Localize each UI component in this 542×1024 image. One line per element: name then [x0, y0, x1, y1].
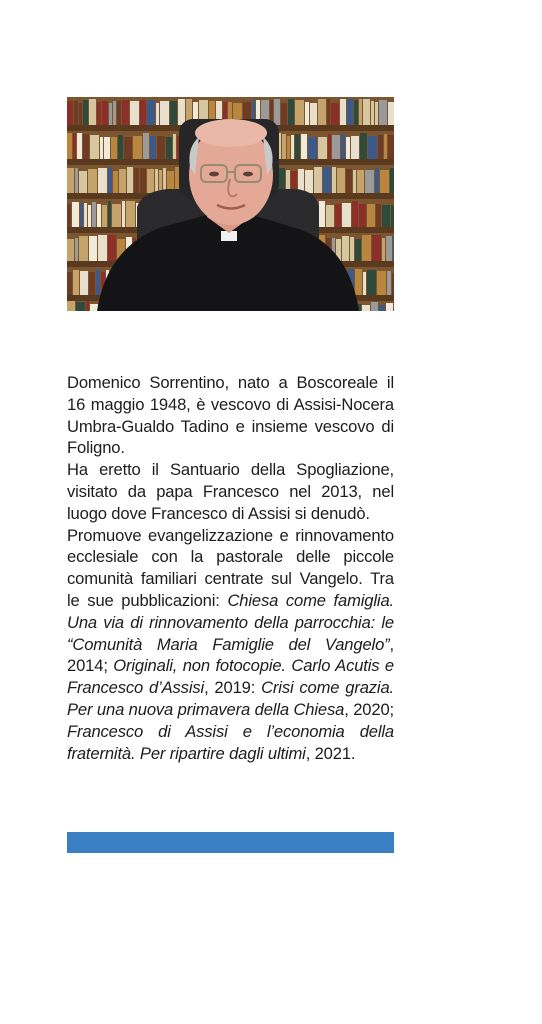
- book-spine: [355, 239, 361, 261]
- book-spine: [346, 169, 352, 193]
- book-spine: [108, 201, 111, 227]
- book-spine: [118, 135, 123, 159]
- book-spine: [386, 236, 392, 261]
- book-spine: [337, 168, 345, 193]
- book-spine: [332, 135, 340, 159]
- book-spine: [342, 236, 349, 261]
- bio-paragraph-3-intro: Promuove evangelizzazione e rinnovamento ecclesiale con la pastorale delle piccole comunità familiari centrate sul Vangelo. Tra le sue pubblicazioni:: [67, 525, 394, 610]
- book-spine: [67, 133, 72, 159]
- book-spine: [377, 271, 386, 295]
- author-photo: [67, 97, 394, 311]
- book-spine: [368, 136, 377, 159]
- book-spine: [150, 136, 156, 159]
- book-spine: [67, 239, 74, 261]
- book-spine: [392, 273, 394, 295]
- book-spine: [379, 100, 387, 125]
- book-spine: [67, 272, 72, 295]
- book-spine: [295, 100, 304, 125]
- book-spine: [89, 236, 97, 261]
- book-spine: [305, 102, 309, 125]
- book-spine: [84, 203, 87, 227]
- book-spine: [117, 101, 121, 125]
- book-title: Originali, non fotocopie. Carlo Acutis e Francesco d’Assisi: [67, 656, 394, 698]
- book-spine: [332, 167, 336, 193]
- author-bio: [67, 372, 394, 764]
- book-spine: [88, 205, 91, 227]
- bio-paragraph-1: Domenico Sorrentino, nato a Boscoreale il 16 maggio 1948, è vescovo di Assisi-Nocera Umbra-Gualdo Tadino e insieme vescovo di Foligno.: [67, 373, 394, 458]
- book-year: , 2014;: [67, 634, 394, 676]
- book-spine: [291, 135, 294, 159]
- book-spine: [109, 103, 112, 125]
- book-spine: [127, 167, 133, 193]
- book-spine: [75, 238, 78, 261]
- book-spine: [79, 171, 87, 193]
- book-spine: [67, 301, 75, 311]
- book-spine: [90, 135, 99, 159]
- book-spine: [362, 305, 370, 311]
- book-spine: [122, 201, 125, 227]
- book-spine: [393, 235, 394, 261]
- book-spine: [387, 271, 391, 295]
- book-spine: [314, 167, 322, 193]
- book-spine: [372, 235, 381, 261]
- book-spine: [346, 137, 350, 159]
- book-spine: [331, 103, 339, 125]
- book-spine: [288, 99, 294, 125]
- book-spine: [134, 168, 139, 193]
- book-spine: [79, 103, 82, 125]
- book-spine: [371, 101, 374, 125]
- author-portrait-photo-icon: [67, 97, 394, 311]
- book-spine: [112, 204, 121, 227]
- book-spine: [178, 99, 185, 125]
- book-spine: [367, 204, 375, 227]
- book-spine: [341, 134, 345, 159]
- book-spine: [375, 168, 379, 193]
- book-spine: [83, 100, 88, 125]
- book-spine: [89, 272, 95, 295]
- book-spine: [347, 99, 353, 125]
- book-spine: [113, 171, 118, 193]
- book-spine: [318, 137, 327, 159]
- book-spine: [318, 99, 326, 125]
- book-spine: [75, 168, 78, 193]
- book-spine: [156, 103, 159, 125]
- book-spine: [295, 134, 300, 159]
- book-spine: [67, 101, 73, 125]
- book-spine: [391, 205, 394, 227]
- book-spine: [159, 170, 162, 193]
- book-spine: [375, 102, 378, 125]
- book-spine: [274, 99, 280, 125]
- book-spine: [86, 301, 89, 311]
- book-spine: [79, 236, 88, 261]
- book-spine: [96, 270, 100, 295]
- book-spine: [173, 134, 176, 159]
- book-spine: [305, 170, 313, 193]
- book-spine: [359, 204, 366, 227]
- bio-paragraph-3: [67, 525, 394, 765]
- book-spine: [282, 134, 286, 159]
- book-spine: [77, 133, 82, 159]
- book-spine: [310, 103, 317, 125]
- book-spine: [371, 302, 378, 311]
- book-spine: [122, 100, 129, 125]
- book-spine: [362, 235, 371, 261]
- book-spine: [108, 235, 116, 261]
- book-spine: [111, 137, 117, 159]
- book-spine: [83, 134, 89, 159]
- bio-paragraph-2: Ha eretto il Santuario della Spogliazione, visitato da papa Francesco nel 2013, nel luogo dove Francesco di Assisi si denudò.: [67, 460, 394, 523]
- book-spine: [382, 238, 385, 261]
- book-spine: [73, 133, 76, 159]
- book-spine: [281, 103, 287, 125]
- book-spine: [143, 133, 149, 159]
- book-spine: [98, 235, 107, 261]
- book-spine: [80, 271, 88, 295]
- book-spine: [378, 135, 383, 159]
- book-spine: [72, 202, 79, 227]
- book-spine: [363, 272, 366, 295]
- book-spine: [97, 102, 101, 125]
- book-spine: [287, 136, 290, 159]
- book-spine: [170, 101, 177, 125]
- book-spine: [354, 100, 358, 125]
- book-spine: [108, 167, 112, 193]
- book-spine: [382, 205, 390, 227]
- book-spine: [88, 169, 97, 193]
- book-spine: [130, 101, 139, 125]
- book-spine: [76, 302, 85, 311]
- book-spine: [388, 135, 394, 159]
- book-spine: [157, 136, 165, 159]
- book-spine: [342, 203, 351, 227]
- book-spine: [386, 303, 393, 311]
- book-spine: [351, 136, 359, 159]
- book-spine: [363, 99, 370, 125]
- book-spine: [113, 101, 116, 125]
- book-spine: [80, 203, 83, 227]
- book-spine: [92, 202, 96, 227]
- book-spine: [308, 137, 317, 159]
- book-spine: [379, 305, 385, 311]
- book-spine: [380, 170, 389, 193]
- book-spine: [133, 136, 142, 159]
- book-spine: [126, 201, 135, 227]
- book-spine: [102, 101, 108, 125]
- book-spine: [360, 133, 367, 159]
- book-spine: [73, 270, 79, 295]
- accent-bar: [67, 832, 394, 853]
- book-spine: [102, 205, 107, 227]
- book-spine: [335, 204, 341, 227]
- book-spine: [355, 269, 362, 295]
- book-spine: [166, 137, 172, 159]
- book-spine: [140, 168, 146, 193]
- book-spine: [97, 204, 101, 227]
- book-spine: [352, 201, 358, 227]
- book-spine: [359, 99, 362, 125]
- book-spine: [328, 134, 331, 159]
- book-spine: [376, 204, 381, 227]
- book-spine: [74, 101, 78, 125]
- book-spine: [67, 168, 74, 193]
- book-spine: [140, 100, 146, 125]
- book-spine: [301, 134, 307, 159]
- book-spine: [147, 100, 155, 125]
- book-spine: [365, 170, 374, 193]
- book-spine: [326, 205, 334, 227]
- book-spine: [155, 169, 158, 193]
- book-spine: [357, 170, 364, 193]
- book-spine: [160, 101, 169, 125]
- book-spine: [340, 99, 346, 125]
- book-spine: [119, 169, 126, 193]
- book-title: Francesco di Assisi e l’economia della fraternità. Per ripartire dagli ultimi: [67, 721, 394, 763]
- book-spine: [390, 168, 394, 193]
- book-spine: [353, 170, 356, 193]
- book-spine: [104, 137, 110, 159]
- book-spine: [147, 169, 154, 193]
- book-spine: [388, 102, 394, 125]
- book-spine: [124, 137, 132, 159]
- book-spine: [367, 270, 376, 295]
- book-spine: [89, 99, 96, 125]
- book-spine: [384, 134, 387, 159]
- book-spine: [98, 168, 107, 193]
- book-title: Crisi come grazia. Per una nuova primavera della Chiesa: [67, 678, 395, 719]
- book-title: Chiesa come famiglia. Una via di rinnovamento della parrocchia: le “Comunità Maria Famiglie del Vangelo”: [67, 590, 394, 654]
- book-spine: [100, 137, 103, 159]
- book-spine: [67, 204, 71, 227]
- book-spine: [90, 304, 98, 311]
- book-year: , 2021.: [305, 743, 356, 763]
- book-spine: [323, 167, 331, 193]
- book-spine: [350, 237, 354, 261]
- book-year: , 2020;: [344, 699, 395, 719]
- book-year: , 2019:: [204, 678, 262, 698]
- book-spine: [319, 201, 325, 227]
- book-spine: [327, 99, 330, 125]
